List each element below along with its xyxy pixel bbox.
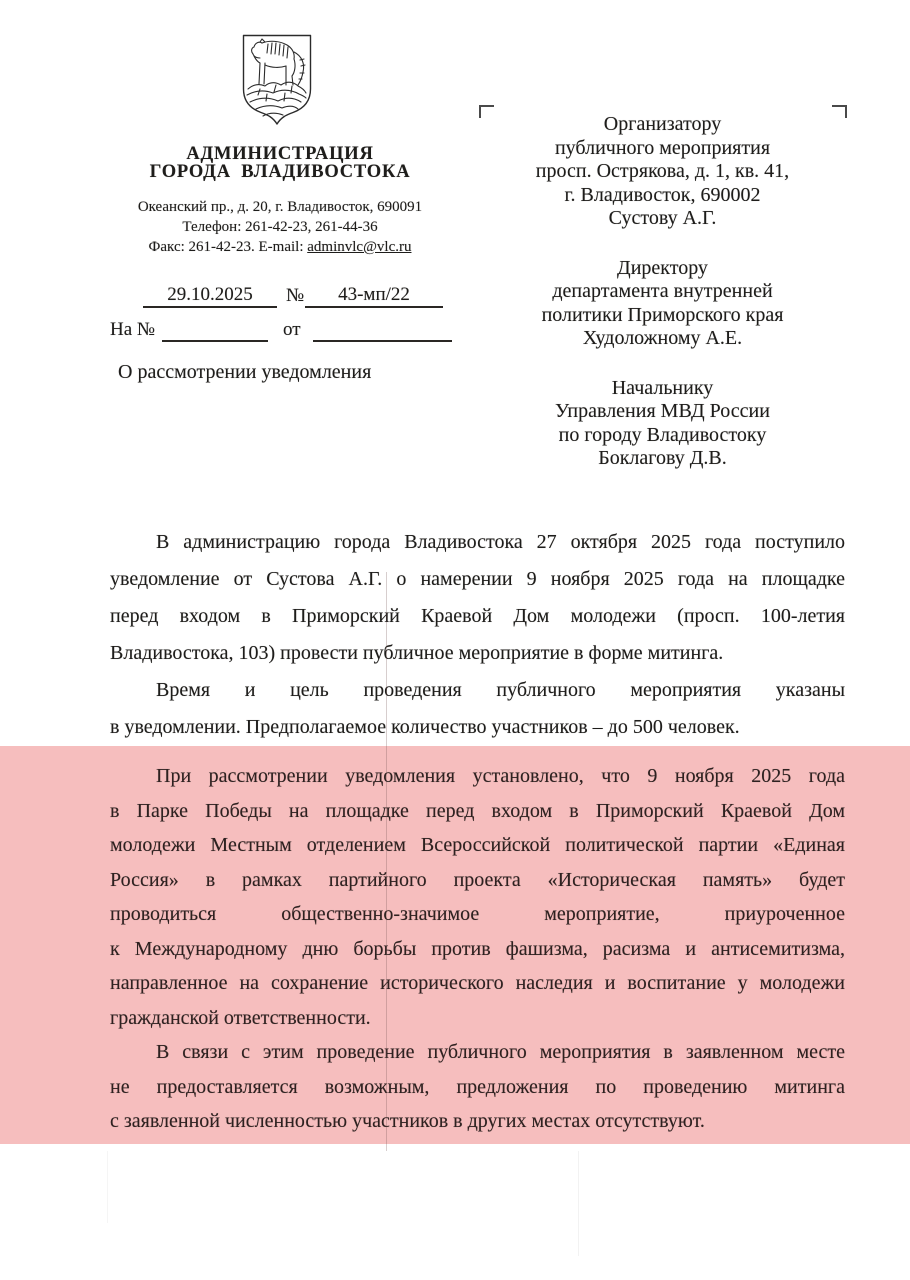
recipient-line: Директору bbox=[617, 256, 708, 279]
org-name-line2: ГОРОДА ВЛАДИВОСТОКА bbox=[149, 161, 411, 182]
body-line: к Международному дню борьбы против фашизма, расизма и антисемитизма, bbox=[110, 937, 845, 960]
from-date-blank-field bbox=[313, 318, 452, 342]
recipient-line: Управления МВД России bbox=[555, 400, 770, 422]
body-line: В администрацию города Владивостока 27 октября 2025 года поступило bbox=[156, 531, 845, 553]
subject-line: О рассмотрении уведомления bbox=[118, 361, 372, 383]
body-line: проводиться общественно-значимое мероприятие, приуроченное bbox=[110, 903, 845, 925]
recipient-line: Организатору bbox=[603, 113, 722, 135]
recipient-line: департамента внутренней bbox=[552, 280, 773, 302]
recipient-line: Худоложному А.Е. bbox=[582, 327, 743, 349]
recipient-line: Начальнику bbox=[611, 376, 714, 399]
letter-body bbox=[110, 524, 845, 1144]
paragraph-details bbox=[110, 672, 845, 746]
org-fax-email-line bbox=[100, 237, 460, 257]
number-sign-label: № bbox=[286, 285, 305, 306]
body-line: Время и цель проведения публичного мероприятия указаны bbox=[156, 679, 845, 701]
paragraph-notification bbox=[110, 524, 845, 672]
recipient-line: публичного мероприятия bbox=[554, 136, 771, 159]
recipient-line: Сустову А.Г. bbox=[608, 207, 717, 229]
paragraph-refusal bbox=[110, 1035, 845, 1139]
org-address-line: Океанский пр., д. 20, г. Владивосток, 690091 bbox=[137, 199, 423, 215]
body-line: не предоставляется возможным, предложения по проведению митинга bbox=[110, 1075, 845, 1098]
scan-fold-line bbox=[578, 1151, 579, 1256]
incoming-number-label: На № bbox=[110, 319, 156, 340]
body-line: перед входом в Приморский Краевой Дом молодежи (просп. 100-летия bbox=[110, 605, 845, 627]
recipient-line: г. Владивосток, 690002 bbox=[564, 183, 761, 206]
body-line: Россия» в рамках партийного проекта «Историческая память» будет bbox=[110, 868, 845, 891]
recipient-mvd-chief bbox=[480, 377, 845, 471]
recipient-line: по городу Владивостоку bbox=[558, 423, 767, 446]
body-line: направленное на сохранение исторического наследия и воспитание у молодежи bbox=[110, 972, 845, 994]
scan-fold-line bbox=[386, 572, 387, 1151]
paragraph-conflict bbox=[110, 759, 845, 1035]
incoming-number-blank-field bbox=[162, 318, 268, 342]
body-line: в уведомлении. Предполагаемое количество участников – до 500 человек. bbox=[110, 716, 740, 738]
body-line: При рассмотрении уведомления установлено, что 9 ноября 2025 года bbox=[156, 765, 845, 787]
body-line: В связи с этим проведение публичного мероприятия в заявленном месте bbox=[156, 1041, 845, 1063]
org-name-line1: АДМИНИСТРАЦИЯ bbox=[186, 144, 374, 164]
outgoing-date-field: 29.10.2025 bbox=[143, 284, 277, 308]
scan-fold-line bbox=[107, 1151, 108, 1223]
org-email: adminvlc@vlc.ru bbox=[307, 239, 412, 255]
body-line: с заявленной численностью участников в других местах отсутствуют. bbox=[110, 1110, 705, 1132]
recipient-line: просп. Острякова, д. 1, кв. 41, bbox=[535, 160, 790, 182]
body-line: Владивостока, 103) провести публичное мероприятие в форме митинга. bbox=[110, 642, 724, 664]
body-line: молодежи Местным отделением Всероссийской политической партии «Единая bbox=[110, 834, 845, 856]
recipient-organizer bbox=[480, 113, 845, 231]
outgoing-number-field: 43-мп/22 bbox=[305, 284, 443, 308]
fax-label: Факс: 261-42-23. E-mail: bbox=[148, 239, 308, 255]
highlighted-section bbox=[0, 746, 910, 1144]
vladivostok-coat-of-arms-tiger-icon bbox=[240, 32, 314, 128]
body-line: в Парке Победы на площадке перед входом в Приморский Краевой Дом bbox=[110, 799, 845, 822]
recipient-line: Боклагову Д.В. bbox=[598, 447, 727, 469]
recipient-line: политики Приморского края bbox=[541, 303, 784, 326]
body-line: гражданской ответственности. bbox=[110, 1006, 371, 1029]
org-contacts bbox=[100, 197, 460, 257]
org-name bbox=[100, 146, 460, 181]
recipient-department-director bbox=[480, 257, 845, 351]
org-phone-line: Телефон: 261-42-23, 261-44-36 bbox=[182, 219, 378, 235]
body-line: уведомление от Сустова А.Г. о намерении 9 ноября 2025 года на площадке bbox=[110, 568, 845, 590]
from-label: от bbox=[283, 319, 301, 340]
recipients-block bbox=[480, 113, 845, 471]
